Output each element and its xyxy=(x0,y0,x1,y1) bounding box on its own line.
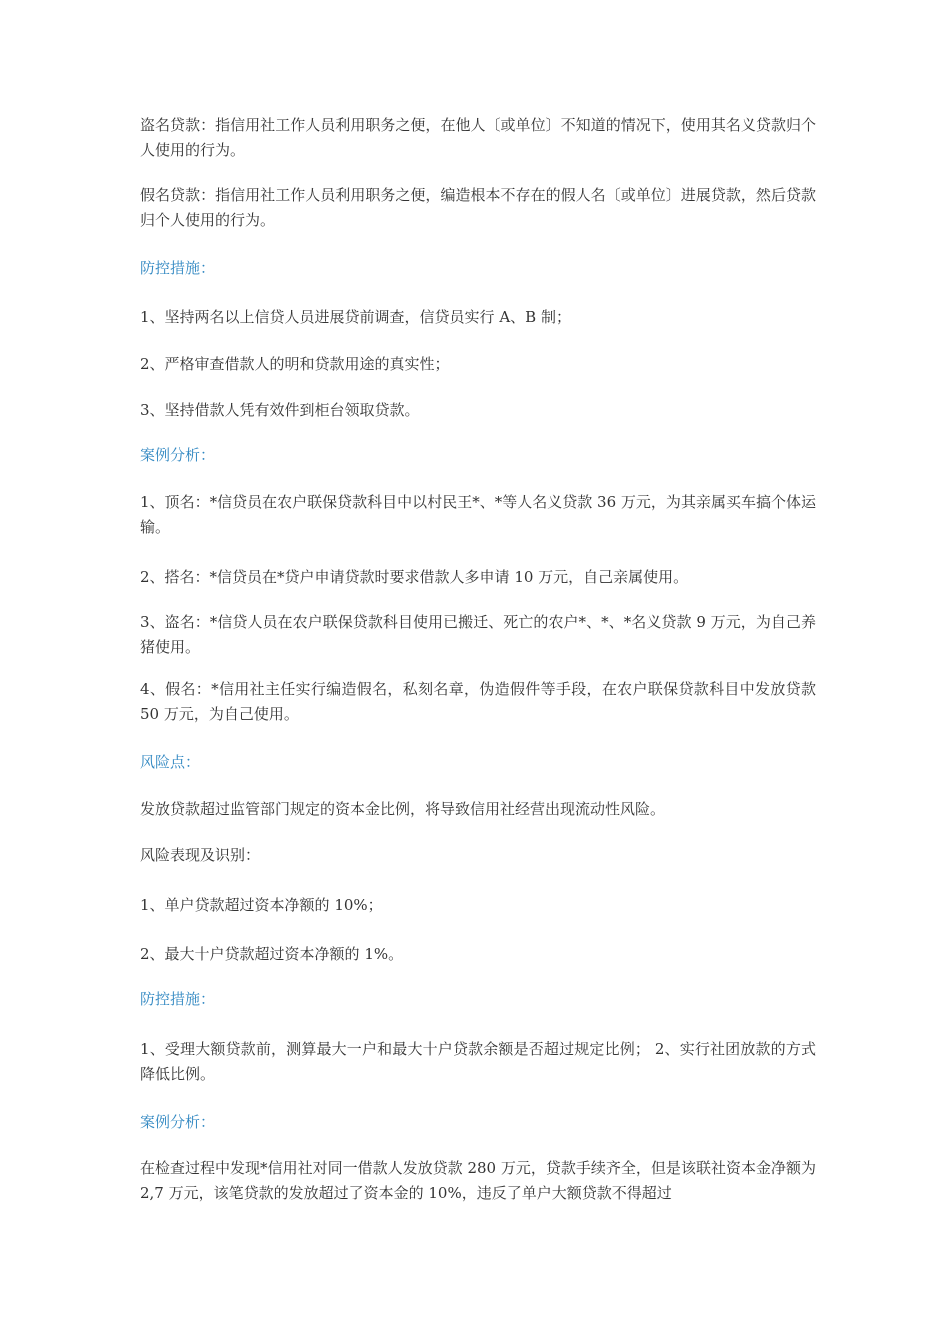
list-item-case-2: 2、搭名：*信贷员在*贷户申请贷款时要求借款人多申请 10 万元，自己亲属使用。 xyxy=(140,568,689,586)
heading-case-analysis: 案例分析： xyxy=(140,446,216,464)
heading-risk-point: 风险点： xyxy=(140,753,201,771)
heading-prevention-measures-2: 防控措施： xyxy=(140,990,216,1008)
heading-prevention-measures: 防控措施： xyxy=(140,259,216,277)
paragraph-risk-description: 发放贷款超过监管部门规定的资本金比例，将导致信用社经营出现流动性风险。 xyxy=(140,800,666,818)
list-item-measure-1: 1、坚持两名以上信贷人员进展贷前调查，信贷员实行 A、B 制； xyxy=(140,308,571,326)
list-item-risk-1: 1、单户贷款超过资本净额的 10%； xyxy=(140,896,383,914)
list-item-case-1: 1、顶名：*信贷员在农户联保贷款科目中以村民王*、*等人名义贷款 36 万元，为其亲属买车搞个体运输。 xyxy=(140,493,816,536)
paragraph-case-detail: 在检查过程中发现*信用社对同一借款人发放贷款 280 万元，贷款手续齐全，但是该联社资本金净额为 2,7 万元，该笔贷款的发放超过了资本金的 10%，违反了单户大额贷款不得超过 xyxy=(140,1159,816,1202)
paragraph-fake-name-loan: 假名贷款：指信用社工作人员利用职务之便，编造根本不存在的假人名〔或单位〕进展贷款，然后贷款归个人使用的行为。 xyxy=(140,186,816,229)
list-item-case-3: 3、盗名：*信贷人员在农户联保贷款科目使用已搬迁、死亡的农户*、*、*名义贷款 9 万元，为自己养猪使用。 xyxy=(140,613,816,656)
list-item-risk-2: 2、最大十户贷款超过资本净额的 1%。 xyxy=(140,945,404,963)
paragraph-stolen-name-loan: 盗名贷款：指信用社工作人员利用职务之便，在他人〔或单位〕不知道的情况下，使用其名义贷款归个人使用的行为。 xyxy=(140,116,816,159)
list-item-case-4: 4、假名：*信用社主任实行编造假名，私刻名章，伪造假件等手段，在农户联保贷款科目中发放贷款 50 万元，为自己使用。 xyxy=(140,680,816,723)
list-item-measure-3: 3、坚持借款人凭有效件到柜台领取贷款。 xyxy=(140,401,420,419)
paragraph-risk-identification: 风险表现及识别： xyxy=(140,846,261,864)
list-item-measure-2: 2、严格审查借款人的明和贷款用途的真实性； xyxy=(140,355,450,373)
paragraph-measures-combined: 1、受理大额贷款前，测算最大一户和最大十户贷款余额是否超过规定比例； 2、实行社团放款的方式降低比例。 xyxy=(140,1040,816,1083)
heading-case-analysis-2: 案例分析： xyxy=(140,1113,216,1131)
